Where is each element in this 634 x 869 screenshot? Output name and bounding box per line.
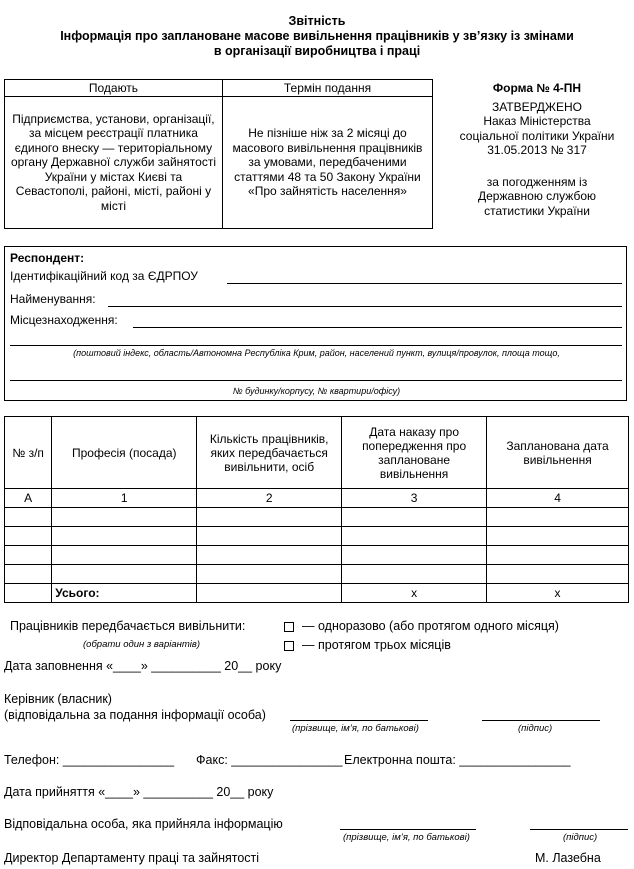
option-three-months-label: — протягом трьох місяців: [302, 638, 451, 652]
table-cell[interactable]: [342, 508, 487, 527]
table-cell[interactable]: [197, 565, 342, 584]
table-cell[interactable]: [197, 546, 342, 565]
form-number: Форма № 4-ПН: [492, 81, 582, 95]
address-field-2[interactable]: [10, 380, 622, 381]
deadline-header: Термін подання: [222, 80, 432, 97]
head-label: Керівник (власник): [4, 692, 112, 706]
accept-date[interactable]: Дата прийняття «____» __________ 20__ року: [4, 785, 274, 799]
respondent-title: Респондент:: [10, 251, 85, 265]
option-once-label: — одноразово (або протягом одного місяця): [302, 619, 559, 633]
table-cell[interactable]: [197, 527, 342, 546]
order-line-2: соціальної політики України: [459, 128, 615, 143]
planned-label: Працівників передбачається вивільнити:: [10, 619, 246, 633]
table-cell[interactable]: [52, 565, 197, 584]
table-cell[interactable]: [342, 565, 487, 584]
approved-label: ЗАТВЕРДЖЕНО: [491, 99, 583, 114]
director-name: М. Лазебна: [535, 851, 601, 865]
director-label: Директор Департаменту праці та зайнятості: [4, 851, 260, 865]
table-cell[interactable]: [342, 527, 487, 546]
col-planned-date-header: Запланована дата вивільнення: [487, 417, 629, 489]
submission-table: [4, 79, 433, 229]
col-number-index: А: [5, 489, 52, 508]
accepted-signature-note: (підпис): [563, 832, 598, 843]
accepted-signature-field[interactable]: [530, 829, 628, 830]
building-note: № будинку/корпусу, № квартири/офісу): [232, 386, 401, 396]
table-cell[interactable]: [487, 546, 629, 565]
submitters-header: Подають: [5, 80, 223, 97]
order-line-1: Наказ Міністерства: [483, 114, 591, 128]
total-order-date-cell: х: [342, 584, 487, 603]
col-count-index: 2: [197, 489, 342, 508]
agree-line-3: статистики України: [484, 203, 590, 218]
accepted-by-label: Відповідальна особа, яка прийняла інформацію: [4, 817, 283, 831]
choose-note: (обрати один з варіантів): [83, 639, 201, 650]
location-field[interactable]: [133, 327, 622, 328]
document-title: Звітність: [288, 14, 346, 28]
respondent-box: [4, 246, 627, 401]
col-profession-index: 1: [52, 489, 197, 508]
phone-field[interactable]: Телефон: ________________: [4, 753, 175, 767]
table-cell[interactable]: [5, 508, 52, 527]
edrpou-field[interactable]: [227, 283, 622, 284]
deadline-text: Не пізніше ніж за 2 місяці до масового вивільнення працівників за умовами, передбаченими статтями 48 та 50 Закону України «Про зайнятість населення»: [222, 97, 432, 229]
head-name-note: (прізвище, ім’я, по батькові): [292, 723, 419, 734]
table-cell[interactable]: [487, 527, 629, 546]
column-numbers-row: [5, 489, 629, 508]
table-row: [5, 527, 629, 546]
email-field[interactable]: Електронна пошта: ________________: [344, 753, 571, 767]
accepted-name-note: (прізвище, ім’я, по батькові): [343, 832, 470, 843]
total-label: Усього:: [52, 584, 197, 603]
col-count-header: Кількість працівників, яких передбачається вивільнити, осіб: [197, 417, 342, 489]
head-name-field[interactable]: [290, 720, 428, 721]
order-line-3: 31.05.2013 № 317: [487, 143, 587, 157]
address-note: (поштовий індекс, область/Автономна Республіка Крим, район, населений пункт, вулиця/провулок, площа тощо,: [73, 348, 560, 358]
table-cell[interactable]: [5, 565, 52, 584]
total-count-cell[interactable]: [197, 584, 342, 603]
col-order-date-header: Дата наказу про попередження про заплановане вивільнення: [342, 417, 487, 489]
option-three-months-checkbox[interactable]: [284, 641, 294, 651]
total-planned-date-cell: х: [487, 584, 629, 603]
table-cell[interactable]: [487, 508, 629, 527]
col-planned-date-index: 4: [487, 489, 629, 508]
agree-line-2: Державною службою: [477, 189, 597, 203]
table-row: [5, 546, 629, 565]
name-field[interactable]: [108, 306, 622, 307]
col-order-date-index: 3: [342, 489, 487, 508]
edrpou-label: Ідентифікаційний код за ЄДРПОУ: [10, 269, 198, 283]
document-subtitle-line2: в організації виробництва і праці: [213, 44, 421, 58]
table-cell: [5, 584, 52, 603]
head-signature-note: (підпис): [518, 723, 553, 734]
location-label: Місцезнаходження:: [10, 313, 118, 327]
head-signature-field[interactable]: [482, 720, 600, 721]
fill-date[interactable]: Дата заповнення «____» __________ 20__ року: [4, 659, 282, 673]
layoff-table: [4, 416, 629, 603]
address-field-1[interactable]: [10, 345, 622, 346]
table-cell[interactable]: [52, 546, 197, 565]
table-row: [5, 565, 629, 584]
name-label: Найменування:: [10, 292, 96, 306]
table-cell[interactable]: [52, 508, 197, 527]
option-once-checkbox[interactable]: [284, 622, 294, 632]
agree-line-1: за погодженням із: [486, 174, 588, 189]
col-profession-header: Професія (посада): [52, 417, 197, 489]
submitters-text: Підприємства, установи, організації, за місцем реєстрації платника єдиного внеску — територіальному органу Державної служби зайнятості України у містах Києві та Севастополі, районі, місті, районі у місті: [5, 97, 223, 229]
table-cell[interactable]: [5, 527, 52, 546]
table-cell[interactable]: [5, 546, 52, 565]
table-cell[interactable]: [487, 565, 629, 584]
fax-field[interactable]: Факс: ________________: [196, 753, 343, 767]
head-responsible-label: (відповідальна за подання інформації особа): [4, 708, 266, 722]
document-subtitle-line1: Інформація про заплановане масове вивільнення працівників у зв’язку із змінами: [60, 29, 574, 43]
table-cell[interactable]: [52, 527, 197, 546]
table-cell[interactable]: [342, 546, 487, 565]
table-cell[interactable]: [197, 508, 342, 527]
accepted-name-field[interactable]: [340, 829, 476, 830]
total-row: [5, 584, 629, 603]
table-row: [5, 508, 629, 527]
col-number-header: № з/п: [5, 417, 52, 489]
form-info: [440, 81, 634, 218]
